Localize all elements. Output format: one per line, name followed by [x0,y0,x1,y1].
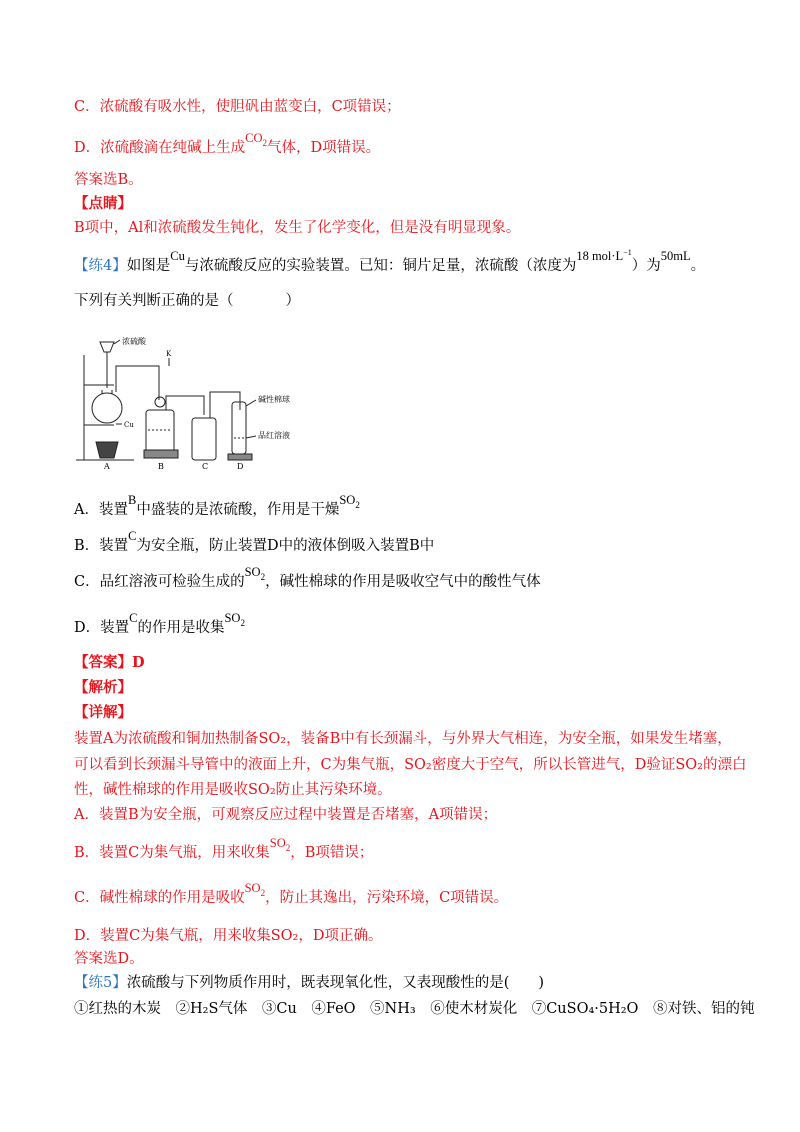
text: D．装置 [74,620,130,636]
label-cu: Cu [124,421,134,429]
text: C．品红溶液可检验生成的 [74,574,245,590]
detail-line-1 [74,729,732,749]
option-c [74,565,541,593]
text: 为安全瓶，防止装置D中的液体倒吸入装置B中 [136,538,435,554]
option-d-previous [74,131,381,159]
text: 如图是 [126,258,171,274]
text: ，B项错误； [290,845,374,861]
option-a [74,493,360,521]
answer-label [74,653,145,673]
explain-a [74,805,497,825]
label-b: B [127,493,137,507]
text: ）为 [631,258,661,274]
explain-d [74,926,382,946]
label-k: K [166,350,172,358]
label-b: B [158,462,164,470]
text: 【详解】 [74,704,132,721]
text: 的作用是收集 [137,620,225,636]
text: B．装置 [74,538,129,554]
cu-formula: Cu [170,249,185,263]
answer-previous [74,170,143,190]
text: 。 [690,258,706,274]
text: 答案选D。 [74,951,144,967]
text: 性，碱性棉球的作用是吸收SO₂防止其污染环境。 [74,782,392,798]
text: C．浓硫酸有吸水性，使胆矾由蓝变白，C项错误； [74,99,401,115]
text: 下列有关判断正确的是（ [74,293,234,309]
so2-formula: $SO_2$ [339,493,360,510]
text: 【点睛】 [74,195,132,212]
text: 浓硫酸与下列物质作用时，既表现氧化性，又表现酸性的是( ) [126,975,545,991]
label-d: D [237,462,244,470]
question-5-stem [74,973,544,993]
label-concentrated-acid: 浓硫酸 [122,337,146,346]
label-c: C [128,529,137,543]
text: A．装置B为安全瓶，可观察反应过程中装置是否堵塞，A项错误； [74,807,498,823]
dianjing-heading [74,194,132,214]
text: ，碱性棉球的作用是吸收空气中的酸性气体 [265,574,541,590]
question-tag: 【练5】 [74,975,127,991]
label-c: C [129,611,138,625]
analysis-label [74,678,132,698]
so2-formula: $SO_2$ [269,836,291,853]
option-c-previous [74,97,401,117]
text: ，防止其逸出，污染环境，C项错误。 [265,890,509,906]
text: ①红热的木炭 ②H₂S气体 ③Cu ④FeO ⑤NH₃ ⑥使木材炭化 ⑦CuSO₄·5H₂O ⑧对铁、铝的钝 [74,1001,755,1017]
co2-formula: $CO_2$ [245,131,267,148]
text: 【解析】 [74,679,132,696]
so2-formula: $SO_2$ [224,611,245,628]
option-d [74,611,245,639]
detail-line-2 [74,755,746,775]
label-a: A [104,462,110,470]
detail-line-3 [74,780,392,800]
question-4-stem [74,248,706,278]
label-c: C [202,462,209,470]
text: D．装置C为集气瓶，用来收集SO₂，D项正确。 [74,928,383,944]
detail-label [74,703,132,723]
volume: 50mL [660,249,691,263]
text: 中盛装的是浓硫酸，作用是干燥 [136,502,340,518]
so2-formula: $SO_2$ [244,881,266,898]
text: 与浓硫酸反应的实验装置。已知：铜片足量，浓硫酸（浓度为 [184,258,577,274]
text: 气体，D项错误。 [267,140,381,156]
explain-c [74,881,509,909]
text: ） [285,293,300,309]
text: A．装置 [74,502,128,518]
dianjing-text [74,218,520,238]
option-b [74,529,435,556]
answer-d [74,949,144,969]
text: D．浓硫酸滴在纯碱上生成 [74,140,246,156]
text: 装置A为浓硫酸和铜加热制备SO₂，装备B中有长颈漏斗，与外界大气相连，为安全瓶，如果发生堵塞， [74,731,732,747]
question-4-prompt [74,291,300,311]
apparatus-diagram [74,330,314,470]
label-alkaline-cotton: 碱性棉球 [258,395,290,404]
concentration: 18 $mol\cdot L^{-1}$ [576,248,632,263]
text: B项中，Al和浓硫酸发生钝化，发生了化学变化，但是没有明显现象。 [74,220,521,236]
explain-b [74,836,374,864]
question-5-items [74,999,754,1019]
text: C．碱性棉球的作用是吸收 [74,890,245,906]
text: 【答案】D [74,654,145,671]
text: 可以看到长颈漏斗导管中的液面上升，C为集气瓶，SO₂密度大于空气，所以长管进气，D验证SO₂的漂白 [74,757,747,773]
text: B．装置C为集气瓶，用来收集 [74,845,270,861]
question-tag: 【练4】 [74,258,127,274]
label-magenta-solution: 品红溶液 [258,431,290,440]
so2-formula: $SO_2$ [244,565,266,582]
text: 答案选B。 [74,172,143,188]
